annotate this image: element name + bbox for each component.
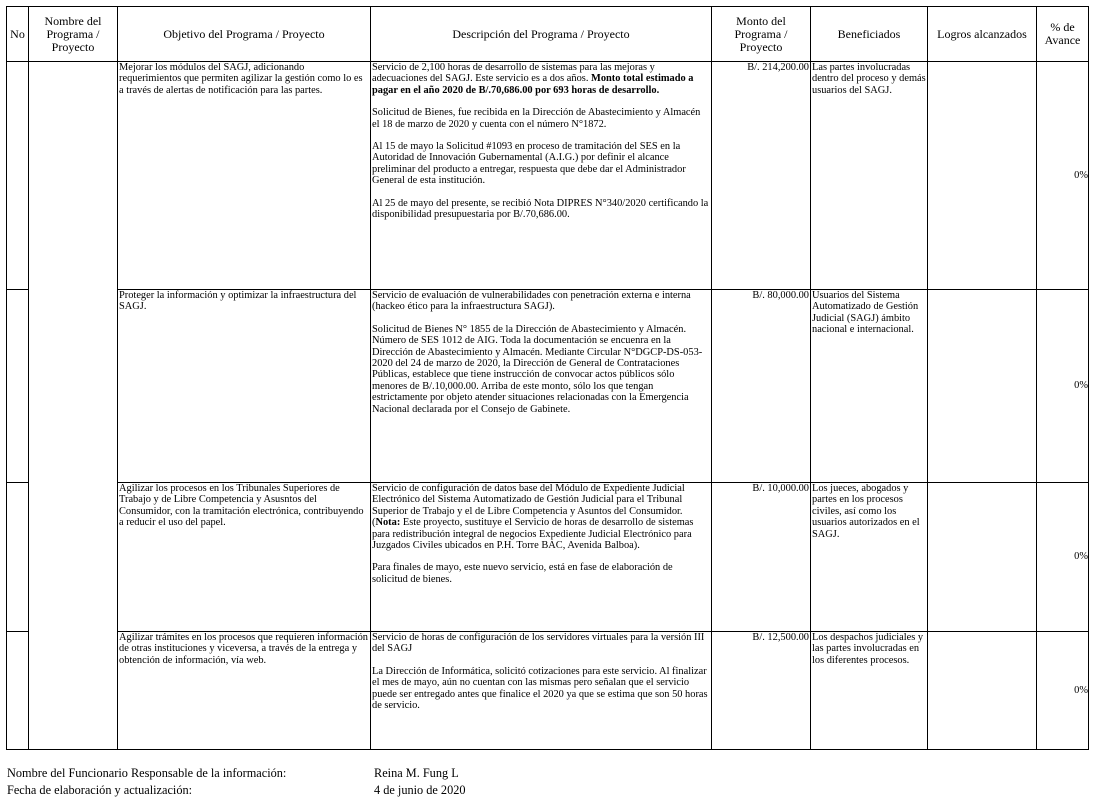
cell-avance: 0%	[1037, 483, 1089, 632]
cell-objetivo: Proteger la información y optimizar la infraestructura del SAGJ.	[118, 290, 371, 483]
cell-logros	[928, 483, 1037, 632]
header-monto: Monto del Programa / Proyecto	[712, 7, 811, 62]
responsable-value: Reina M. Fung L	[374, 766, 459, 780]
cell-descripcion	[371, 290, 712, 483]
cell-avance: 0%	[1037, 62, 1089, 290]
table-row	[7, 483, 1089, 632]
desc-paragraph	[372, 483, 710, 551]
cell-monto: B/. 10,000.00	[712, 483, 811, 632]
desc-paragraph: Solicitud de Bienes, fue recibida en la Dirección de Abastecimiento y Almacén el 18 de marzo de 2020 y cuenta con el número N°1872.	[372, 107, 701, 130]
cell-beneficiados: Los despachos judiciales y las partes involucradas en los diferentes procesos.	[811, 632, 928, 750]
header-objetivo: Objetivo del Programa / Proyecto	[118, 7, 371, 62]
cell-no	[7, 632, 29, 750]
cell-descripcion	[371, 62, 712, 290]
desc-paragraph: La Dirección de Informática, solicitó cotizaciones para este servicio. Al finalizar el mes de mayo, aún no cuentan con las mismas pero señalan que el servicio puede ser entregado antes que finalice el 2020 ya que se estima que son 50 horas de servicio.	[372, 665, 708, 712]
desc-bold-text: Nota:	[375, 517, 401, 529]
cell-avance: 0%	[1037, 290, 1089, 483]
table-row	[7, 632, 1089, 750]
fecha-label: Fecha de elaboración y actualización:	[7, 783, 193, 797]
fecha-value: 4 de junio de 2020	[374, 783, 466, 797]
table-row	[7, 62, 1089, 290]
cell-logros	[928, 632, 1037, 750]
desc-paragraph: Servicio de horas de configuración de los servidores virtuales para la versión III del SAGJ	[372, 632, 705, 655]
desc-text: Este proyecto, sustituye el Servicio de horas de desarrollo de sistemas para redistribución integral de negocios Expediente Judicial Electrónico para Juzgados Civiles ubicados en P.H. Torre BAC, Avenida Balboa).	[372, 517, 694, 552]
desc-text: Servicio de configuración de datos base del Módulo de Expediente Judicial Electrónico del Sistema Automatizado de Gestión Judicial para el Tribunal Superior de Trabajo y el de Libre Competencia y Asuntos del Consumidor. (	[372, 483, 685, 529]
header-nombre: Nombre del Programa / Proyecto	[29, 7, 118, 62]
cell-beneficiados: Usuarios del Sistema Automatizado de Gestión Judicial (SAGJ) ámbito nacional e internacional.	[811, 290, 928, 483]
desc-paragraph	[372, 62, 710, 96]
cell-objetivo: Agilizar los procesos en los Tribunales Superiores de Trabajo y de Libre Competencia y Asusntos del Consumidor, con la tramitación electrónica, contribuyendo a reducir el uso del papel.	[118, 483, 371, 632]
cell-monto: B/. 12,500.00	[712, 632, 811, 750]
cell-no	[7, 483, 29, 632]
header-no: No	[7, 7, 29, 62]
header-logros: Logros alcanzados	[928, 7, 1037, 62]
cell-objetivo: Mejorar los módulos del SAGJ, adicionando requerimientos que permiten agilizar la gestión como lo es a través de alertas de notificación para las partes.	[118, 62, 371, 290]
table-row	[7, 290, 1089, 483]
desc-paragraph: Al 15 de mayo la Solicitud #1093 en proceso de tramitación del SES en la Autoridad de Innovación Gubernamental (A.I.G.) por definir el alcance preliminar del producto a entregar, respuesta que debe dar el Administrador General de esta institución.	[372, 141, 686, 187]
cell-logros	[928, 290, 1037, 483]
cell-objetivo: Agilizar trámites en los procesos que requieren información de otras instituciones y viceversa, a través de la entrega y obtención de información, vía web.	[118, 632, 371, 750]
cell-no	[7, 290, 29, 483]
table-header-row	[7, 7, 1089, 62]
cell-monto: B/. 80,000.00	[712, 290, 811, 483]
cell-no	[7, 62, 29, 290]
desc-text: Servicio de 2,100 horas de desarrollo de sistemas para las mejoras y adecuaciones del SAGJ. Este servicio es a dos años.	[372, 62, 655, 85]
desc-paragraph: Solicitud de Bienes N° 1855 de la Dirección de Abastecimiento y Almacén. Número de SES 1012 de AIG. Toda la documentación se encuenra en la Dirección de Abastecimiento y Almacén. Mediante Circular N°DGCP-DS-053-2020 del 24 de marzo de 2020, la Dirección de General de Contrataciones Públicas, establece que tiene instrucción de convocar actos públicos sólo menores de B/.10,000.00. Arriba de este monto, sólo los que tengan estrictamente por objeto atender situaciones relacionadas con la Emergencia Nacional declarada por el Consejo de Gabinete.	[372, 323, 703, 415]
header-descripcion: Descripción del Programa / Proyecto	[371, 7, 712, 62]
desc-paragraph: Servicio de evaluación de vulnerabilidades con penetración externa e interna (hackeo ético para la infraestructura SAGJ).	[372, 290, 691, 313]
desc-bold-text: Monto total estimado a pagar en el año 2020 de B/.70,686.00 por 693 horas de desarrollo.	[372, 73, 694, 96]
cell-avance: 0%	[1037, 632, 1089, 750]
cell-descripcion	[371, 483, 712, 632]
cell-monto: B/. 214,200.00	[712, 62, 811, 290]
responsable-label: Nombre del Funcionario Responsable de la información:	[7, 766, 287, 780]
desc-paragraph: Al 25 de mayo del presente, se recibió Nota DIPRES N°340/2020 certificando la disponibilidad presupuestaria por B/.70,686.00.	[372, 197, 709, 221]
cell-descripcion	[371, 632, 712, 750]
program-report-table	[6, 6, 1089, 750]
cell-logros	[928, 62, 1037, 290]
desc-paragraph: Para finales de mayo, este nuevo servicio, está en fase de elaboración de solicitud de bienes.	[372, 562, 673, 585]
cell-beneficiados: Los jueces, abogados y partes en los procesos civiles, así como los usuarios autorizados en el SAGJ.	[811, 483, 928, 632]
header-avance: % de Avance	[1037, 7, 1089, 62]
header-beneficiados: Beneficiados	[811, 7, 928, 62]
cell-nombre-programa	[29, 62, 118, 750]
cell-beneficiados: Las partes involucradas dentro del proceso y demás usuarios del SAGJ.	[811, 62, 928, 290]
